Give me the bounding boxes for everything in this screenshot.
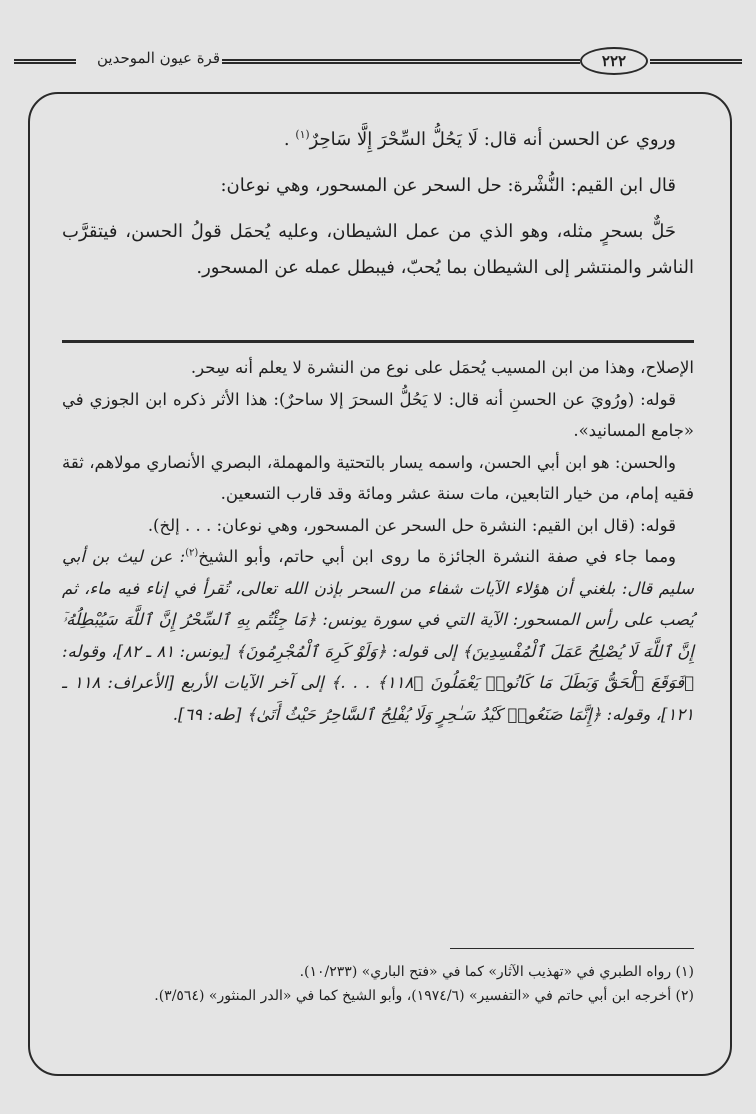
footnote-ref-1: (١) — [295, 128, 310, 141]
main-text — [62, 122, 694, 286]
footnote-2: (٢) أخرجه ابن أبي حاتم في «التفسير» (١٩٧٤/٦)، وأبو الشيخ كما في «الدر المنثور» (٣/٥٦٤). — [154, 988, 694, 1004]
commentary-paragraph-1: الإصلاح، وهذا من ابن المسيب يُحمَل على نوع من النشرة لا يعلم أنه سِحر. — [190, 358, 694, 377]
commentary-paragraph-5-start: ومما جاء في صفة النشرة الجائزة ما روى ابن أبي حاتم، وأبو الشيخ — [198, 547, 677, 566]
main-paragraph-3: حَلٌّ بسحرٍ مثله، وهو الذي من عمل الشيطان، وعليه يُحمَل قولُ الحسن، فيتقرَّب الناشر والمنتشر إلى الشيطان بما يُحبّ، فيبطل عمله عن المسحور. — [62, 221, 694, 278]
header-rule-right — [650, 59, 742, 64]
commentary-paragraph-4: قوله: (قال ابن القيم: النشرة حل السحر عن المسحور، وهي نوعان: . . . إلخ). — [147, 515, 676, 535]
commentary-paragraph-5 — [62, 541, 694, 730]
header-rule-middle — [222, 59, 580, 64]
commentary-paragraph-3: والحسن: هو ابن أبي الحسن، واسمه يسار بالتحتية والمهملة، البصري الأنصاري مولاهم، ثقة فقيه إمام، من خيار التابعين، مات سنة عشر ومائة وقد قارب التسعين. — [62, 452, 694, 503]
commentary-paragraph-2: قوله: (ورُويَ عن الحسنِ أنه قال: لا يَحُلُّ السحرَ إلا ساحرٌ): هذا الأثر ذكره ابن الجوزي في «جامع المسانيد». — [62, 389, 694, 440]
section-divider — [62, 340, 694, 343]
footnote-separator — [450, 948, 694, 949]
commentary-text — [62, 352, 694, 730]
footnote-1: (١) رواه الطبري في «تهذيب الآثار» كما في «فتح الباري» (١٠/٢٣٣). — [299, 964, 694, 980]
page-number: ٢٢٢ — [580, 47, 648, 75]
header-rule-left — [14, 59, 76, 64]
main-paragraph-1-end: . — [283, 129, 290, 150]
main-paragraph-2: قال ابن القيم: النُّشْرة: حل السحر عن المسحور، وهي نوعان: — [220, 175, 676, 196]
main-paragraph-1 — [62, 122, 694, 158]
footnote-ref-2: (٢) — [185, 547, 199, 559]
footnotes — [62, 960, 694, 1008]
main-paragraph-1-text: وروي عن الحسن أنه قال: لَا يَحُلُّ السِّحْرَ إِلَّا سَاحِرٌ — [309, 129, 676, 150]
running-header-title: قرة عيون الموحدين — [97, 49, 220, 67]
commentary-paragraph-5-rest: : عن ليث بن أبي سليم قال: بلغني أن هؤلاء الآيات شفاء من السحر بإذن الله تعالى، تُقرأ في إناء فيه ماء، ثم يُصب على رأس المسحور: الآية التي في سورة يونس: ﴿مَا جِئْتُم بِهِ ٱلسِّحْرُ إِنَّ ٱللَّهَ سَيُبْطِلُهُۥٓ إِنَّ ٱللَّهَ لَا يُصْلِحُ عَمَلَ ٱلْمُفْسِدِينَ﴾ إلى قوله: ﴿وَلَوْ كَرِهَ ٱلْمُجْرِمُونَ﴾ [يونس: ٨١ ـ ٨٢]، وقوله: ﴿فَوَقَعَ ٱلْحَقُّ وَبَطَلَ مَا كَانُوا۟ يَعْمَلُونَ ﴿١١٨﴾ . . .﴾ إلى آخر الآيات الأربع [الأعراف: ١١٨ ـ ١٢١]، وقوله: ﴿إِنَّمَا صَنَعُوا۟ كَيْدُ سَـٰحِرٍ وَلَا يُفْلِحُ ٱلسَّاحِرُ حَيْثُ أَتَىٰ﴾ [طه: ٦٩]. — [62, 547, 695, 724]
